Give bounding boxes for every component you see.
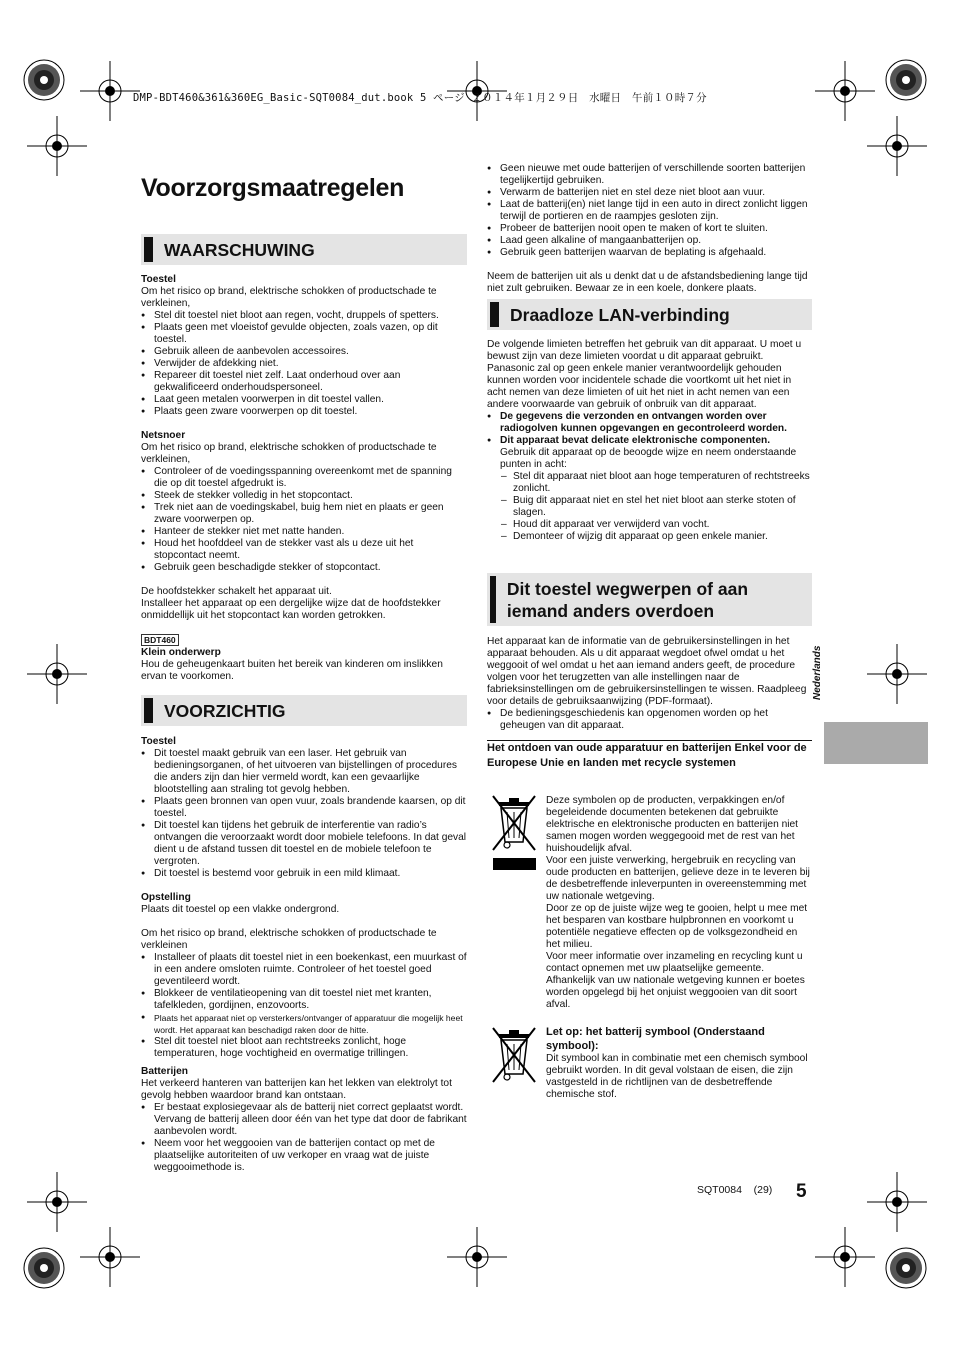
- list-item: ● De bedieningsgeschiedenis kan opgenomen worden op het geheugen van dit apparaat.: [487, 708, 812, 732]
- list-item: ● Laad geen alkaline of mangaanbatterijen op.: [487, 235, 812, 247]
- subheading: Toestel: [141, 736, 176, 747]
- lan-body: [487, 339, 812, 543]
- list-item: ● Plaats geen bronnen van open vuur, zoals brandende kaarsen, op dit toestel.: [141, 796, 467, 820]
- list-item: ● Repareer dit toestel niet zelf. Laat onderhoud over aan gekwalificeerd onderhoudspersoneel.: [141, 370, 467, 394]
- list-item: ● Dit toestel is bestemd voor gebruik in een mild klimaat.: [141, 868, 467, 880]
- list-item: [487, 435, 812, 471]
- dash-item: – Houd dit apparaat ver verwijderd van vocht.: [487, 519, 812, 531]
- paragraph: De hoofdstekker schakelt het apparaat uit. Installeer het apparaat op een dergelijke wijze dat de hoofdstekker onmiddellijk uit het stopcontact kan worden getrokken.: [141, 586, 441, 621]
- bullet-list: [141, 748, 467, 880]
- list-item: ● Verwarm de batterijen niet en stel deze niet bloot aan vuur.: [487, 187, 812, 199]
- list-item: ● Installeer of plaats dit toestel niet in een boekenkast, een muurkast of in een andere omsloten ruimte. Controleer of het toestel goed geventileerd wordt.: [141, 952, 467, 988]
- list-item: ● Stel dit toestel niet bloot aan rechtstreeks zonlicht, hoge temperaturen, hoge vochtigheid en overmatige trillingen.: [141, 1036, 467, 1060]
- paragraph: De volgende limieten betreffen het gebruik van dit apparaat. U moet u bewust zijn van deze limieten voordat u dit apparaat gebruikt.: [487, 339, 802, 362]
- print-header: DMP-BDT460&361&360EG_Basic-SQT0084_dut.book 5 ページ ２０１４年１月２９日 水曜日 午前１０時７分: [133, 92, 707, 104]
- paragraph: Neem de batterijen uit als u denkt dat u de afstandsbediening lange tijd niet zult gebruiken. Bewaar ze in een koele, donkere plaats.: [487, 271, 808, 294]
- list-item: ● Plaats geen zware voorwerpen op dit toestel.: [141, 406, 467, 418]
- paragraph: Om het risico op brand, elektrische schokken of productschade te verkleinen,: [141, 442, 437, 465]
- weee-bin-icon: [489, 792, 539, 872]
- bullet-list: [487, 411, 812, 543]
- battery-symbol-text: [546, 1025, 812, 1101]
- page-title: Voorzorgsmaatregelen: [141, 174, 405, 202]
- battery-continued: [487, 163, 812, 295]
- paragraph: Deze symbolen op de producten, verpakkingen en/of begeleidende documenten betekenen dat gebruikte elektrische en elektronische producten en batterijen niet samen mogen worden weggegooid met de rest van het huishoudelijk afval.: [546, 795, 799, 854]
- footer: [697, 1184, 772, 1196]
- list-item: ● Hanteer de stekker niet met natte handen.: [141, 526, 467, 538]
- subheading: Toestel: [141, 274, 176, 285]
- battery-bin-icon: [489, 1026, 539, 1086]
- bullet-list: [141, 466, 467, 574]
- section-lan: [487, 299, 812, 330]
- list-item: ● Laat de batterij(en) niet lange tijd in een auto in direct zonlicht liggen terwijl de portieren en de raampjes gesloten zijn.: [487, 199, 812, 223]
- section-waarschuwing: [141, 234, 467, 265]
- page-number: 5: [796, 1181, 807, 1202]
- list-item: ● Stel dit toestel niet bloot aan regen, vocht, druppels of spetters.: [141, 310, 467, 322]
- subheading: Let op: het batterij symbool (Onderstaand symbool):: [546, 1026, 765, 1052]
- list-item: ● Gebruik geen batterijen waarvan de beplating is afgehaald.: [487, 247, 812, 259]
- subheading: Het ontdoen van oude apparatuur en batterijen Enkel voor de Europese Unie en landen met recycle systemen: [487, 742, 807, 769]
- list-item-text: Gebruik dit apparaat op de beoogde wijze en neem onderstaande punten in acht:: [500, 447, 797, 470]
- list-item-title: Dit apparaat bevat delicate elektronische componenten.: [500, 435, 771, 446]
- list-item: ● Gebruik alleen de aanbevolen accessoires.: [141, 346, 467, 358]
- subheading: Netsnoer: [141, 430, 186, 441]
- list-item: ● Er bestaat explosiegevaar als de batterij niet correct geplaatst wordt. Vervang de batterij alleen door één van het type dat door de fabrikant aanbevolen wordt.: [141, 1102, 467, 1138]
- section-heading: Dit toestel wegwerpen of aan iemand anders overdoen: [506, 578, 749, 621]
- subheading: Batterijen: [141, 1066, 188, 1077]
- paragraph: Om het risico op brand, elektrische schokken of productschade te verkleinen,: [141, 286, 437, 309]
- doc-code: SQT0084: [697, 1184, 742, 1196]
- weee-heading: [487, 741, 812, 771]
- list-item: ● De gegevens die verzonden en ontvangen worden over radiogolven kunnen opgevangen en gecontroleerd worden.: [487, 411, 812, 435]
- paragraph: Plaats dit toestel op een vlakke ondergrond.: [141, 904, 340, 915]
- paragraph: Afhankelijk van uw nationale wetgeving kunnen er boetes worden opgelegd bij het onjuist weggooien van dit soort afval.: [546, 975, 805, 1010]
- list-item: ● Plaats geen met vloeistof gevulde objecten, zoals vazen, op dit toestel.: [141, 322, 467, 346]
- bullet-list: [141, 310, 467, 418]
- section-heading: VOORZICHTIG: [164, 700, 286, 721]
- paragraph: Door ze op de juiste wijze weg te gooien, helpt u mee met het besparen van kostbare hulpbronnen en voorkomt u potentiële negatieve effecten op de volksgezondheid en het milieu.: [546, 903, 808, 950]
- doc-subpage: (29): [753, 1184, 773, 1196]
- dash-item: – Demonteer of wijzig dit apparaat op geen enkele manier.: [487, 531, 812, 543]
- list-item: ● Trek niet aan de voedingskabel, buig hem niet en plaats er geen zware voorwerpen op.: [141, 502, 467, 526]
- list-item: ● Laat geen metalen voorwerpen in dit toestel vallen.: [141, 394, 467, 406]
- list-item: ● Houd het hoofddeel van de stekker vast als u deze uit het stopcontact neemt.: [141, 538, 467, 562]
- section-heading: WAARSCHUWING: [164, 239, 315, 260]
- bullet-list: [141, 952, 467, 1060]
- paragraph: Om het risico op brand, elektrische schokken of productschade te verkleinen: [141, 928, 437, 951]
- paragraph: Hou de geheugenkaart buiten het bereik van kinderen om inslikken ervan te voorkomen.: [141, 659, 443, 682]
- language-label: Nederlands: [812, 645, 823, 700]
- list-item: ● Dit toestel kan tijdens het gebruik de interferentie van radio’s ontvangen die veroorzaakt wordt door mobiele telefoons. In dat geval dient u de afstand tussen dit toestel en de mobiele telefoon te vergroten.: [141, 820, 467, 868]
- subheading: Opstelling: [141, 892, 191, 903]
- subheading: Klein onderwerp: [141, 647, 221, 658]
- paragraph: Voor een juiste verwerking, hergebruik en recycling van oude producten en batterijen, gelieve deze in te leveren bij de desbetreffende inleverpunten in overeenstemming met uw nationale wetgeving.: [546, 855, 810, 902]
- list-item: ● Probeer de batterijen nooit open te maken of kort te sluiten.: [487, 223, 812, 235]
- section-dispose: [487, 573, 812, 626]
- section-voorzichtig: [141, 695, 467, 726]
- list-item: ● Geen nieuwe met oude batterijen of verschillende soorten batterijen tegelijkertijd gebruiken.: [487, 163, 812, 187]
- list-item: ● Neem voor het weggooien van de batterijen contact op met de plaatselijke autoriteiten of uw verkoper en vraag wat de juiste weggooimethode is.: [141, 1138, 467, 1174]
- list-item: ● Steek de stekker volledig in het stopcontact.: [141, 490, 467, 502]
- list-item: ● Gebruik geen beschadigde stekker of stopcontact.: [141, 562, 467, 574]
- bullet-list: [141, 1102, 467, 1174]
- list-item: ● Verwijder de afdekking niet.: [141, 358, 467, 370]
- dash-item: – Buig dit apparaat niet en stel het niet bloot aan sterke stoten of slagen.: [487, 495, 812, 519]
- dispose-body: [487, 636, 812, 732]
- waarschuwing-body: [141, 274, 467, 683]
- list-item: ● Blokkeer de ventilatieopening van dit toestel niet met kranten, tafelkleden, gordijnen, enzovoorts.: [141, 988, 467, 1012]
- paragraph: Panasonic zal op geen enkele manier verantwoordelijk gehouden kunnen worden voor incidentele schade die voortkomt uit het niet in acht nemen van deze limieten of uit het niet in acht nemen van een andere voorwaarde van gebruik of onbruik van dit apparaat.: [487, 363, 792, 410]
- dash-item: – Stel dit apparaat niet bloot aan hoge temperaturen of rechtstreeks zonlicht.: [487, 471, 812, 495]
- voorzichtig-body: [141, 736, 467, 1174]
- list-item: ● Dit toestel maakt gebruik van een laser. Het gebruik van bedieningsorganen, of het uitvoeren van bijstellingen of procedures die anders zijn dan hier vermeld wordt, kan een gevaarlijke blootstelling aan straling tot gevolg hebben.: [141, 748, 467, 796]
- section-heading: Draadloze LAN-verbinding: [510, 304, 730, 325]
- list-item: ● Plaats het apparaat niet op versterkers/ontvanger of apparatuur die mogelijk heet wordt. Het apparaat kan beschadigd raken door de hitte.: [141, 1012, 467, 1036]
- paragraph: Het verkeerd hanteren van batterijen kan het lekken van elektrolyt tot gevolg hebben waardoor brand kan ontstaan.: [141, 1078, 452, 1101]
- list-item: ● Controleer of de voedingsspanning overeenkomt met de spanning die op dit toestel afgedrukt is.: [141, 466, 467, 490]
- weee-text: [546, 795, 812, 1011]
- language-tab: [824, 722, 928, 764]
- paragraph: Het apparaat kan de informatie van de gebruikersinstellingen in het apparaat behouden. Als u dit apparaat wegdoet ofwel omdat u het weggooit of wel omdat u het aan iemand anders geeft, de procedure volgen voor het terugzetten van alle instellingen naar de fabrieksinstellingen om de gebruikersinstellingen te wissen. Raadpleeg voor details de gebruiksaanwijzing (PDF-formaat).: [487, 636, 807, 707]
- paragraph: Voor meer informatie over inzameling en recycling kunt u contact opnemen met uw plaatselijke gemeente.: [546, 951, 803, 974]
- paragraph: Dit symbool kan in combinatie met een chemisch symbool gebruikt worden. In dit geval volstaan de eisen, die zijn vastgesteld in de richtlijnen van de desbetreffende chemische stof.: [546, 1053, 808, 1100]
- bullet-list: [487, 708, 812, 732]
- bullet-list: [487, 163, 812, 259]
- model-tag: BDT460: [141, 634, 179, 646]
